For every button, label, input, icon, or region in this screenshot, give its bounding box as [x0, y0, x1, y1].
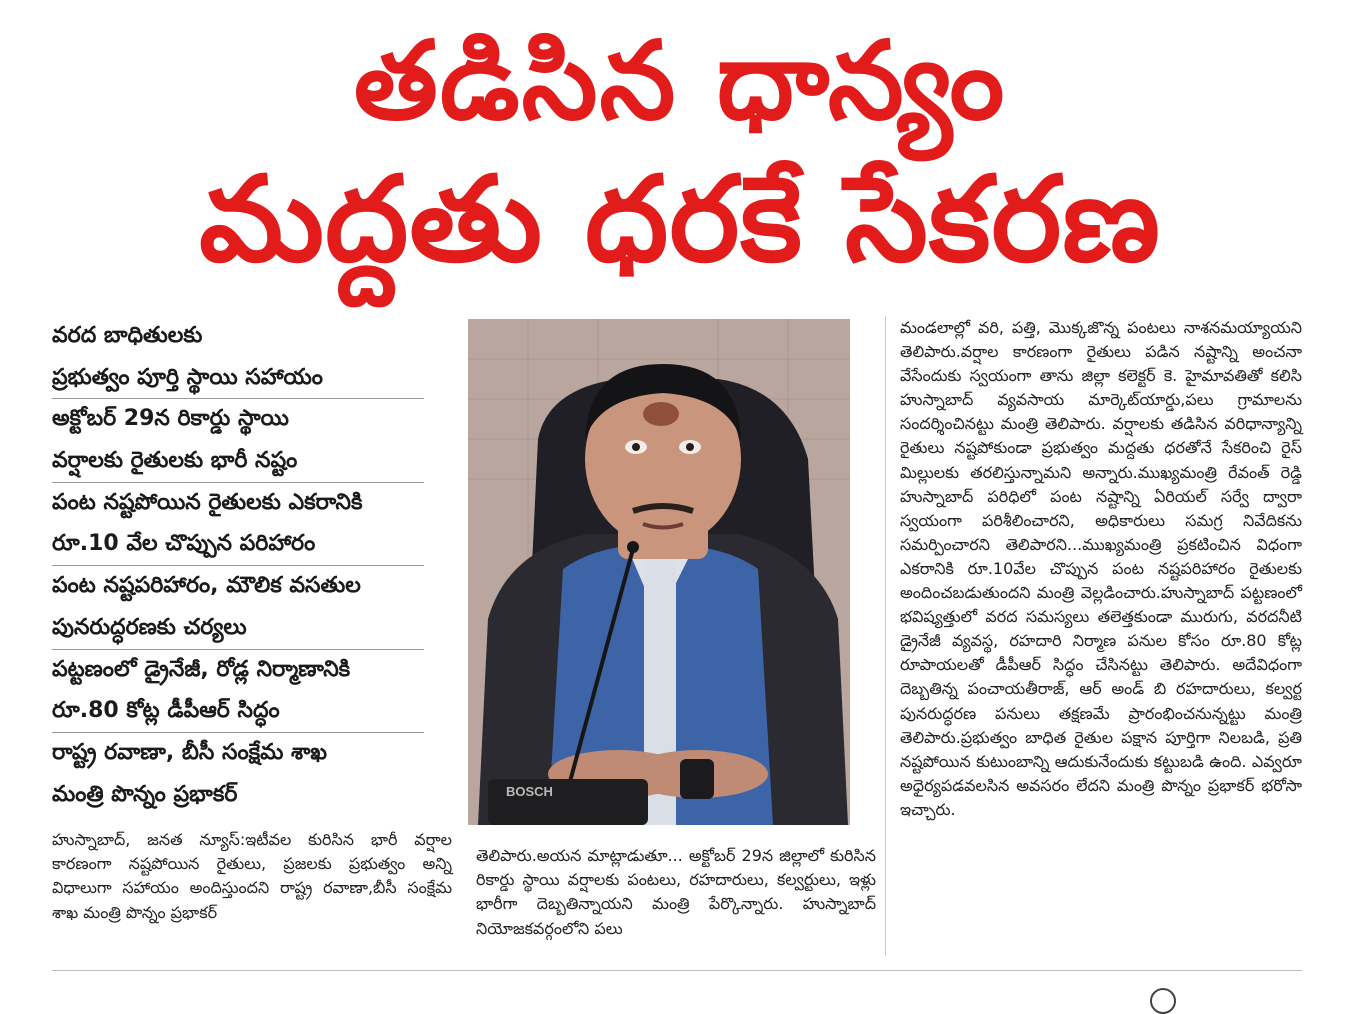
highlight-item: ప్రభుత్వం పూర్తి స్థాయి సహాయం [52, 358, 424, 400]
column-divider [885, 316, 886, 956]
headline-line-2: మద్దతు ధరకే సేకరణ [199, 150, 1161, 288]
highlight-item: వర్షాలకు రైతులకు భారీ నష్టం [52, 441, 424, 483]
minister-photo [468, 319, 850, 825]
headline-line-1: తడిసిన ధాన్యం [353, 19, 1007, 144]
highlight-item: మంత్రి పొన్నం ప్రభాకర్ [52, 781, 238, 807]
highlight-item: పంట నష్టపోయిన రైతులకు ఎకరానికి [52, 489, 363, 515]
highlight-item: పంట నష్టపరిహారం, మౌలిక వసతుల [52, 573, 361, 599]
mic-brand-label: BOSCH [506, 784, 553, 799]
highlight-item: పునరుద్ధరణకు చర్యలు [52, 608, 424, 650]
highlight-item: రాష్ట్ర రవాణా, బీసీ సంక్షేమ శాఖ [52, 739, 328, 765]
bottom-rule [52, 970, 1302, 971]
highlight-item: రూ.10 వేల చొప్పున పరిహారం [52, 524, 424, 566]
article-column-left: హుస్నాబాద్, జనత న్యూస్:ఇటీవల కురిసిన భారీ వర్షాల కారణంగా నష్టపోయిన రైతులు, ప్రజలకు ప్రభుత్వం అన్ని విధాలుగా సహాయం అందిస్తుందని రాష్ట్ర రవాణా,బీసీ సంక్షేమ శాఖ మంత్రి పొన్నం ప్రభాకర్ [52, 830, 452, 922]
page-corner-mark [1150, 988, 1176, 1014]
article-column-right: మండలాల్లో వరి, పత్తి, మొక్కజొన్న పంటలు నాశనమయ్యాయని తెలిపారు.వర్షాల కారణంగా రైతులు పడిన నష్టాన్ని అంచనా వేసేందుకు స్వయంగా తాను జిల్లా కలెక్టర్ కె. హైమావతితో కలిసి హుస్నాబాద్ వ్యవసాయ మార్కెట్‌యార్డు,పలు గ్రామాలను సందర్శించినట్టు మంత్రి తెలిపారు. వర్షాలకు తడిసిన వరిధాన్యాన్ని రైతులు నష్టపోకుండా ప్రభుత్వం మద్దతు ధరతోనే సేకరించి రైస్ మిల్లులకు తరలిస్తున్నామని అన్నారు.ముఖ్యమంత్రి రేవంత్ రెడ్డి హుస్నాబాద్ పరిధిలో పంట నష్టాన్ని ఏరియల్ సర్వే ద్వారా స్వయంగా పరిశీలించారని, అధికారులు సమగ్ర నివేదికను సమర్పించారని తెలిపారని...ముఖ్యమంత్రి ప్రకటించిన విధంగా ఎకరానికి రూ.10వేల చొప్పున పంట నష్టపరిహారం రైతులకు అందించబడుతుందని మంత్రి వెల్లడించారు.హుస్నాబాద్ పట్టణంలో భవిష్యత్తులో వరద సమస్యలు తలెత్తకుండా మురుగు, వరదనీటి డ్రైనేజీ వ్యవస్థ, రహదారి నిర్మాణ పనుల కోసం రూ.80 కోట్ల రూపాయలతో డీపీఆర్ సిద్ధం చేసినట్టు తెలిపారు. అదేవిధంగా దెబ్బతిన్న పంచాయతీరాజ్, ఆర్ అండ్ బి రహదారులు, కల్వర్ట పునరుద్ధరణ పనులు తక్షణమే ప్రారంభించనున్నట్టు మంత్రి తెలిపారు.ప్రభుత్వం బాధిత రైతుల పక్షాన పూర్తిగా నిలబడి, ప్రతి నష్టపోయిన కుటుంబాన్ని ఆదుకునేందుకు కట్టుబడి ఉంది. ఎవ్వరూ అధైర్యపడవలసిన అవసరం లేదని మంత్రి పొన్నం ప్రభాకర్ భరోసా ఇచ్చారు. [900, 318, 1302, 819]
highlight-item: అక్టోబర్ 29న రికార్డు స్థాయి [52, 406, 289, 432]
highlight-item: రూ.80 కోట్ల డీపీఆర్ సిద్ధం [52, 691, 424, 733]
highlight-item: వరద బాధితులకు [52, 323, 203, 348]
highlights-list [52, 316, 424, 816]
article-column-middle: తెలిపారు.అయన మాట్లాడుతూ... అక్టోబర్ 29న జిల్లాలో కురిసిన రికార్డు స్థాయి వర్షాలకు పంటలు, రహదారులు, కల్వర్టులు, ఇళ్లు భారీగా దెబ్బతిన్నాయని మంత్రి పేర్కొన్నారు. హుస్నాబాద్ నియోజకవర్గంలోని పలు [476, 846, 876, 938]
highlight-item: పట్టణంలో డ్రైనేజీ, రోడ్ల నిర్మాణానికి [52, 656, 351, 682]
